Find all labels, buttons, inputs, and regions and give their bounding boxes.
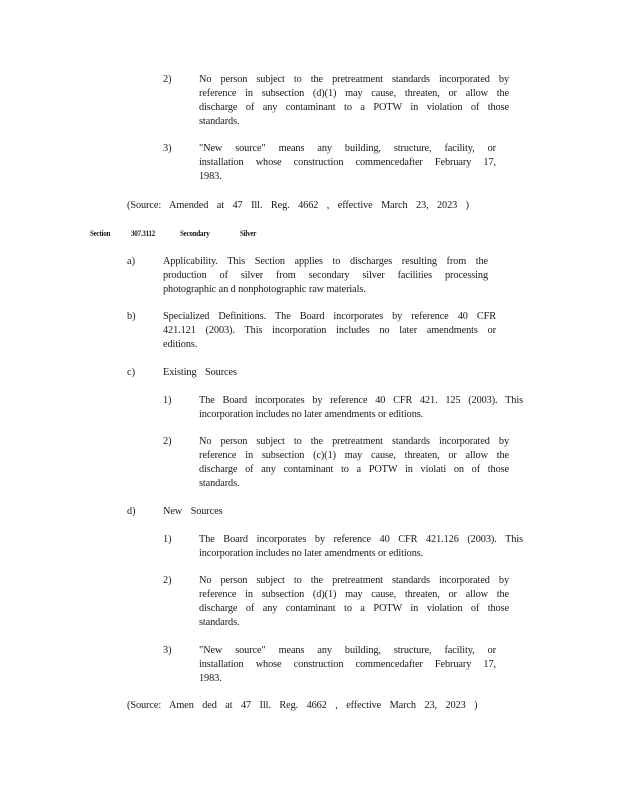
text-line: installation whose construction commencedafter February 17, xyxy=(199,659,496,670)
text-line: 1983. xyxy=(199,171,222,182)
text-line: installation whose construction commencedafter February 17, xyxy=(199,157,496,168)
list-marker: 1) xyxy=(163,395,172,406)
text-line: The Board incorporates by reference 40 CFR 421. 125 (2003). This xyxy=(199,395,523,406)
section-label: Section xyxy=(90,228,111,238)
text-line: reference in subsection (d)(1) may cause, threaten, or allow the xyxy=(199,88,509,99)
text-line: standards. xyxy=(199,116,240,127)
list-item-text xyxy=(199,644,496,686)
list-marker: 2) xyxy=(163,575,172,586)
text-line: discharge of any contaminant to a POTW in violation of those xyxy=(199,102,509,113)
list-marker: 2) xyxy=(163,74,172,85)
text-line: incorporation includes no later amendments or editions. xyxy=(199,548,424,559)
list-marker: 2) xyxy=(163,436,172,447)
list-item-text xyxy=(199,533,523,561)
text-line: discharge of any contaminant to a POTW in violation of those xyxy=(199,603,509,614)
text-line: Applicability. This Section applies to discharges resulting from the xyxy=(163,256,488,267)
list-marker: 3) xyxy=(163,645,172,656)
list-marker: d) xyxy=(127,506,136,517)
list-marker: a) xyxy=(127,256,135,267)
text-line: 1983. xyxy=(199,673,222,684)
text-line: production of silver from secondary silver facilities processing xyxy=(163,270,488,281)
text-line: standards. xyxy=(199,617,240,628)
list-item-text xyxy=(199,574,509,630)
text-line: reference in subsection (d)(1) may cause, threaten, or allow the xyxy=(199,589,509,600)
text-line: No person subject to the pretreatment standards incorporated by xyxy=(199,74,509,85)
list-marker: 1) xyxy=(163,534,172,545)
text-line: "New source" means any building, structure, facility, or xyxy=(199,645,496,656)
source-note xyxy=(127,199,470,213)
list-item-text xyxy=(163,255,488,297)
section-number: 307.3112 xyxy=(131,228,156,238)
text-line: No person subject to the pretreatment standards incorporated by xyxy=(199,575,509,586)
list-marker: c) xyxy=(127,367,135,378)
section-title-word-2: Silver xyxy=(240,228,257,238)
text-line: incorporation includes no later amendments or editions. xyxy=(199,409,424,420)
text-line: photographic an d nonphotographic raw materials. xyxy=(163,284,366,295)
text-line: Specialized Definitions. The Board incorporates by reference 40 CFR xyxy=(163,311,496,322)
list-item-text xyxy=(163,505,223,519)
list-item-text xyxy=(163,366,237,380)
text-line: New Sources xyxy=(163,506,223,517)
text-line: No person subject to the pretreatment standards incorporated by xyxy=(199,436,509,447)
list-marker: 3) xyxy=(163,143,172,154)
text-line: standards. xyxy=(199,478,240,489)
text-line: "New source" means any building, structure, facility, or xyxy=(199,143,496,154)
text-line: Existing Sources xyxy=(163,367,237,378)
text-line: (Source: Amen ded at 47 Ill. Reg. 4662 , effective March 23, 2023 ) xyxy=(127,700,478,711)
list-item-text xyxy=(199,435,509,491)
text-line: 421.121 (2003). This incorporation includes no later amendments or xyxy=(163,325,496,336)
text-line: The Board incorporates by reference 40 CFR 421.126 (2003). This xyxy=(199,534,523,545)
list-item-text xyxy=(199,142,496,184)
list-item-text xyxy=(163,310,496,352)
text-line: editions. xyxy=(163,339,198,350)
list-marker: b) xyxy=(127,311,136,322)
section-title-word-1: Secondary xyxy=(180,228,210,238)
text-line: discharge of any contaminant to a POTW in violati on of those xyxy=(199,464,509,475)
list-item-text xyxy=(199,73,509,129)
source-note xyxy=(127,699,478,713)
list-item-text xyxy=(199,394,523,422)
text-line: (Source: Amended at 47 Ill. Reg. 4662 , effective March 23, 2023 ) xyxy=(127,200,470,211)
text-line: reference in subsection (c)(1) may cause, threaten, or allow the xyxy=(199,450,509,461)
section-heading xyxy=(0,227,618,239)
